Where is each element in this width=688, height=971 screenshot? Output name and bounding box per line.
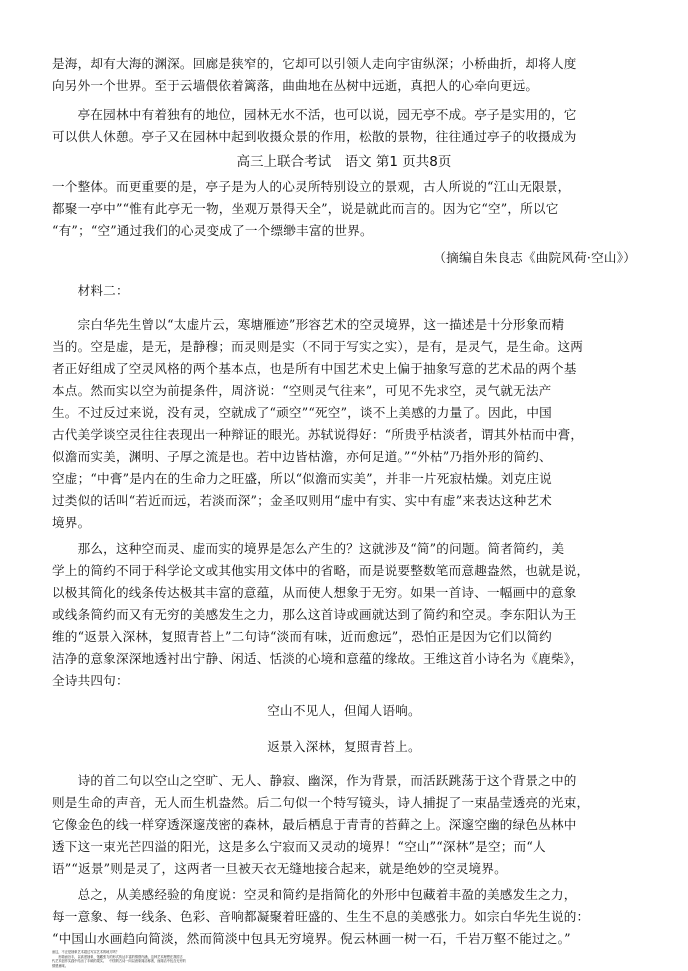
text-line: 一个整体。而更重要的是，亭子是为人的心灵所特别设立的景观，古人所说的“江山无限景， <box>52 179 571 194</box>
text-line: 都聚一亭中”“惟有此亭无一物，坐观万景得天全”，说是就此而言的。因为它“空”，所以它 <box>52 201 559 216</box>
text-line: 它像金色的线一样穿透深邃茂密的森林，最后栖息于青青的苔藓之上。深邃空幽的绿色丛林中 <box>52 817 577 832</box>
text-line: 代艺术创作实践中结出了丰硕的果实。 中国的古诗一向以意象简洁称著，而简洁中包含无穷的 <box>52 959 186 964</box>
text-line: 生。不过反过来说，没有灵，空就成了“顽空”“死空”，谈不上美感的力量了。因此，中国 <box>52 405 552 420</box>
text-line: 亭在园林中有着独有的地位，园林无水不活，也可以说，园无亭不成。亭子是实用的，它 <box>52 107 577 122</box>
paragraph-garden-continued <box>52 53 636 97</box>
material-two-heading: 材料二： <box>52 283 129 298</box>
text-line: 是海，却有大海的渊深。回廊是狭窄的，它却可以引领人走向宇宙纵深；小桥曲折，却将人度 <box>52 56 577 71</box>
text-line: 以极其简化的线条传达极其丰富的意蕴，从而使人想象于无穷。如果一首诗、一幅画中的意象 <box>52 585 577 600</box>
text-line: 向另外一个世界。至于云墙偎依着篱落，曲曲地在丛树中远逝，真把人的心牵向更远。 <box>52 78 539 93</box>
text-line: 或线条简约而又有无穷的美感发生之力，那么这首诗或画就达到了简约和空灵。李东阳认为王 <box>52 607 577 622</box>
text-line: 透下这一束光芒四溢的阳光，这是多么宁寂而又灵动的境界！“空山”“深林”是空；而“人 <box>52 839 546 854</box>
text-line: 那么，这种空而灵、虚而实的境界是怎么产生的？这就涉及“简”的问题。简者简约，美 <box>52 541 565 556</box>
text-line: “中国山水画趋向简淡，然而简淡中包具无穷境界。倪云林画一树一石，千岩万壑不能过之。” <box>52 931 571 946</box>
source-citation: （摘编自朱良志《曲院风荷·空山》） <box>433 250 636 265</box>
text-line: 空虚；“中膏”是内在的生命力之旺盛，所以“似澹而实美”，并非一片死寂枯燥。刘克庄说 <box>52 471 552 486</box>
text-line: 者正好组成了空灵风格的两个基本点，也是所有中国艺术史上偏于抽象写意的艺术品的两个基 <box>52 361 577 376</box>
paragraph-pavilion-end <box>52 176 636 242</box>
paragraph-jian <box>52 538 636 692</box>
text-line: 诗的首二句以空山之空旷、无人、静寂、幽深，作为背景，而活跃跳荡于这个背景之中的 <box>52 773 577 788</box>
paragraph-pavilion <box>52 104 636 148</box>
text-line: 本点。然而实以空为前提条件，周济说：“空则灵气往来”，可见不先求空，灵气就无法产 <box>52 383 552 398</box>
text-line: 语”“返景”则是灵了，这两者一旦被天衣无缝地接合起来，就是绝妙的空灵境界。 <box>52 861 507 876</box>
text-line: 情感意味。 <box>52 963 68 968</box>
paragraph-poem-analysis <box>52 770 636 880</box>
paragraph-conclusion-cont <box>52 906 636 950</box>
poem-line-1: 空山不见人，但闻人语响。 <box>267 703 421 718</box>
text-line: 学上的简约不同于科学论文或其他实用文体中的省略，而是说要整数笔而意趣盎然，也就是说， <box>52 563 590 578</box>
text-line: 而这，不正是抽象艺术超过写实艺术的地方吗？ <box>52 950 119 954</box>
text-line: “有”；“空”通过我们的心灵变成了一个缥缈丰富的世界。 <box>52 223 373 238</box>
text-line: 每一意象、每一线条、色彩、音响都凝聚着旺盛的、生生不息的美感张力。如宗白华先生说的： <box>52 909 590 924</box>
text-line: 当的。空是虚，是无，是静穆；而灵则是实（不同于写实之实），是有，是灵气，是生命。这两 <box>52 339 584 354</box>
text-line: 境界。 <box>52 515 91 530</box>
text-line: 全诗共四句： <box>52 673 129 688</box>
poem-line-2: 返景入深林，复照青苔上。 <box>267 739 421 754</box>
paragraph-kongling <box>52 314 636 534</box>
text-line: 古代美学谈空灵往往表现出一种辩证的眼光。苏轼说得好：“所贵乎枯淡者，谓其外枯而中膏， <box>52 427 584 442</box>
text-line: 宗白华先生曾以“太虚片云，寒塘雁迹”形容艺术的空灵境界，这一描述是十分形象而精 <box>52 317 565 332</box>
text-line: 可以供人休憩。亭子又在园林中起到收摄众景的作用，松散的景物，往往通过亭子的收摄成为 <box>52 129 577 144</box>
text-line: 似澹而实美，渊明、子厚之流是也。若中边皆枯澹，亦何足道。”“外枯”乃指外形的简约、 <box>52 449 552 464</box>
text-line: 过类似的话叫“若近而远，若淡而深”；金圣叹则用“虚中有实、实中有虚”来表达这种艺术 <box>52 493 552 508</box>
text-line: 形简而旨丰，以高度抽象、饱藏张力的形式传达丰富的情感内涵，这种艺术理想在我国古 <box>52 954 183 959</box>
text-line: 维的“返景入深林，复照青苔上”二句诗“淡而有味，近而愈远”，恐怕正是因为它们以简约 <box>52 629 552 644</box>
text-line: 总之，从美感经验的角度说：空灵和简约是指简化的外形中包藏着丰盈的美感发生之力， <box>52 887 577 902</box>
paragraph-tail <box>52 950 636 968</box>
page-footer: 高三上联合考试 语文 第1 页共8页 <box>236 154 452 170</box>
text-line: 洁净的意象深深地透衬出宁静、闲适、恬淡的心境和意蕴的缘故。王维这首小诗名为《鹿柴》， <box>52 651 584 666</box>
paragraph-conclusion <box>52 884 636 906</box>
text-line: 则是生命的声音，无人而生机盎然。后二句似一个特写镜头，诗人捕捉了一束晶莹透亮的光束， <box>52 795 590 810</box>
